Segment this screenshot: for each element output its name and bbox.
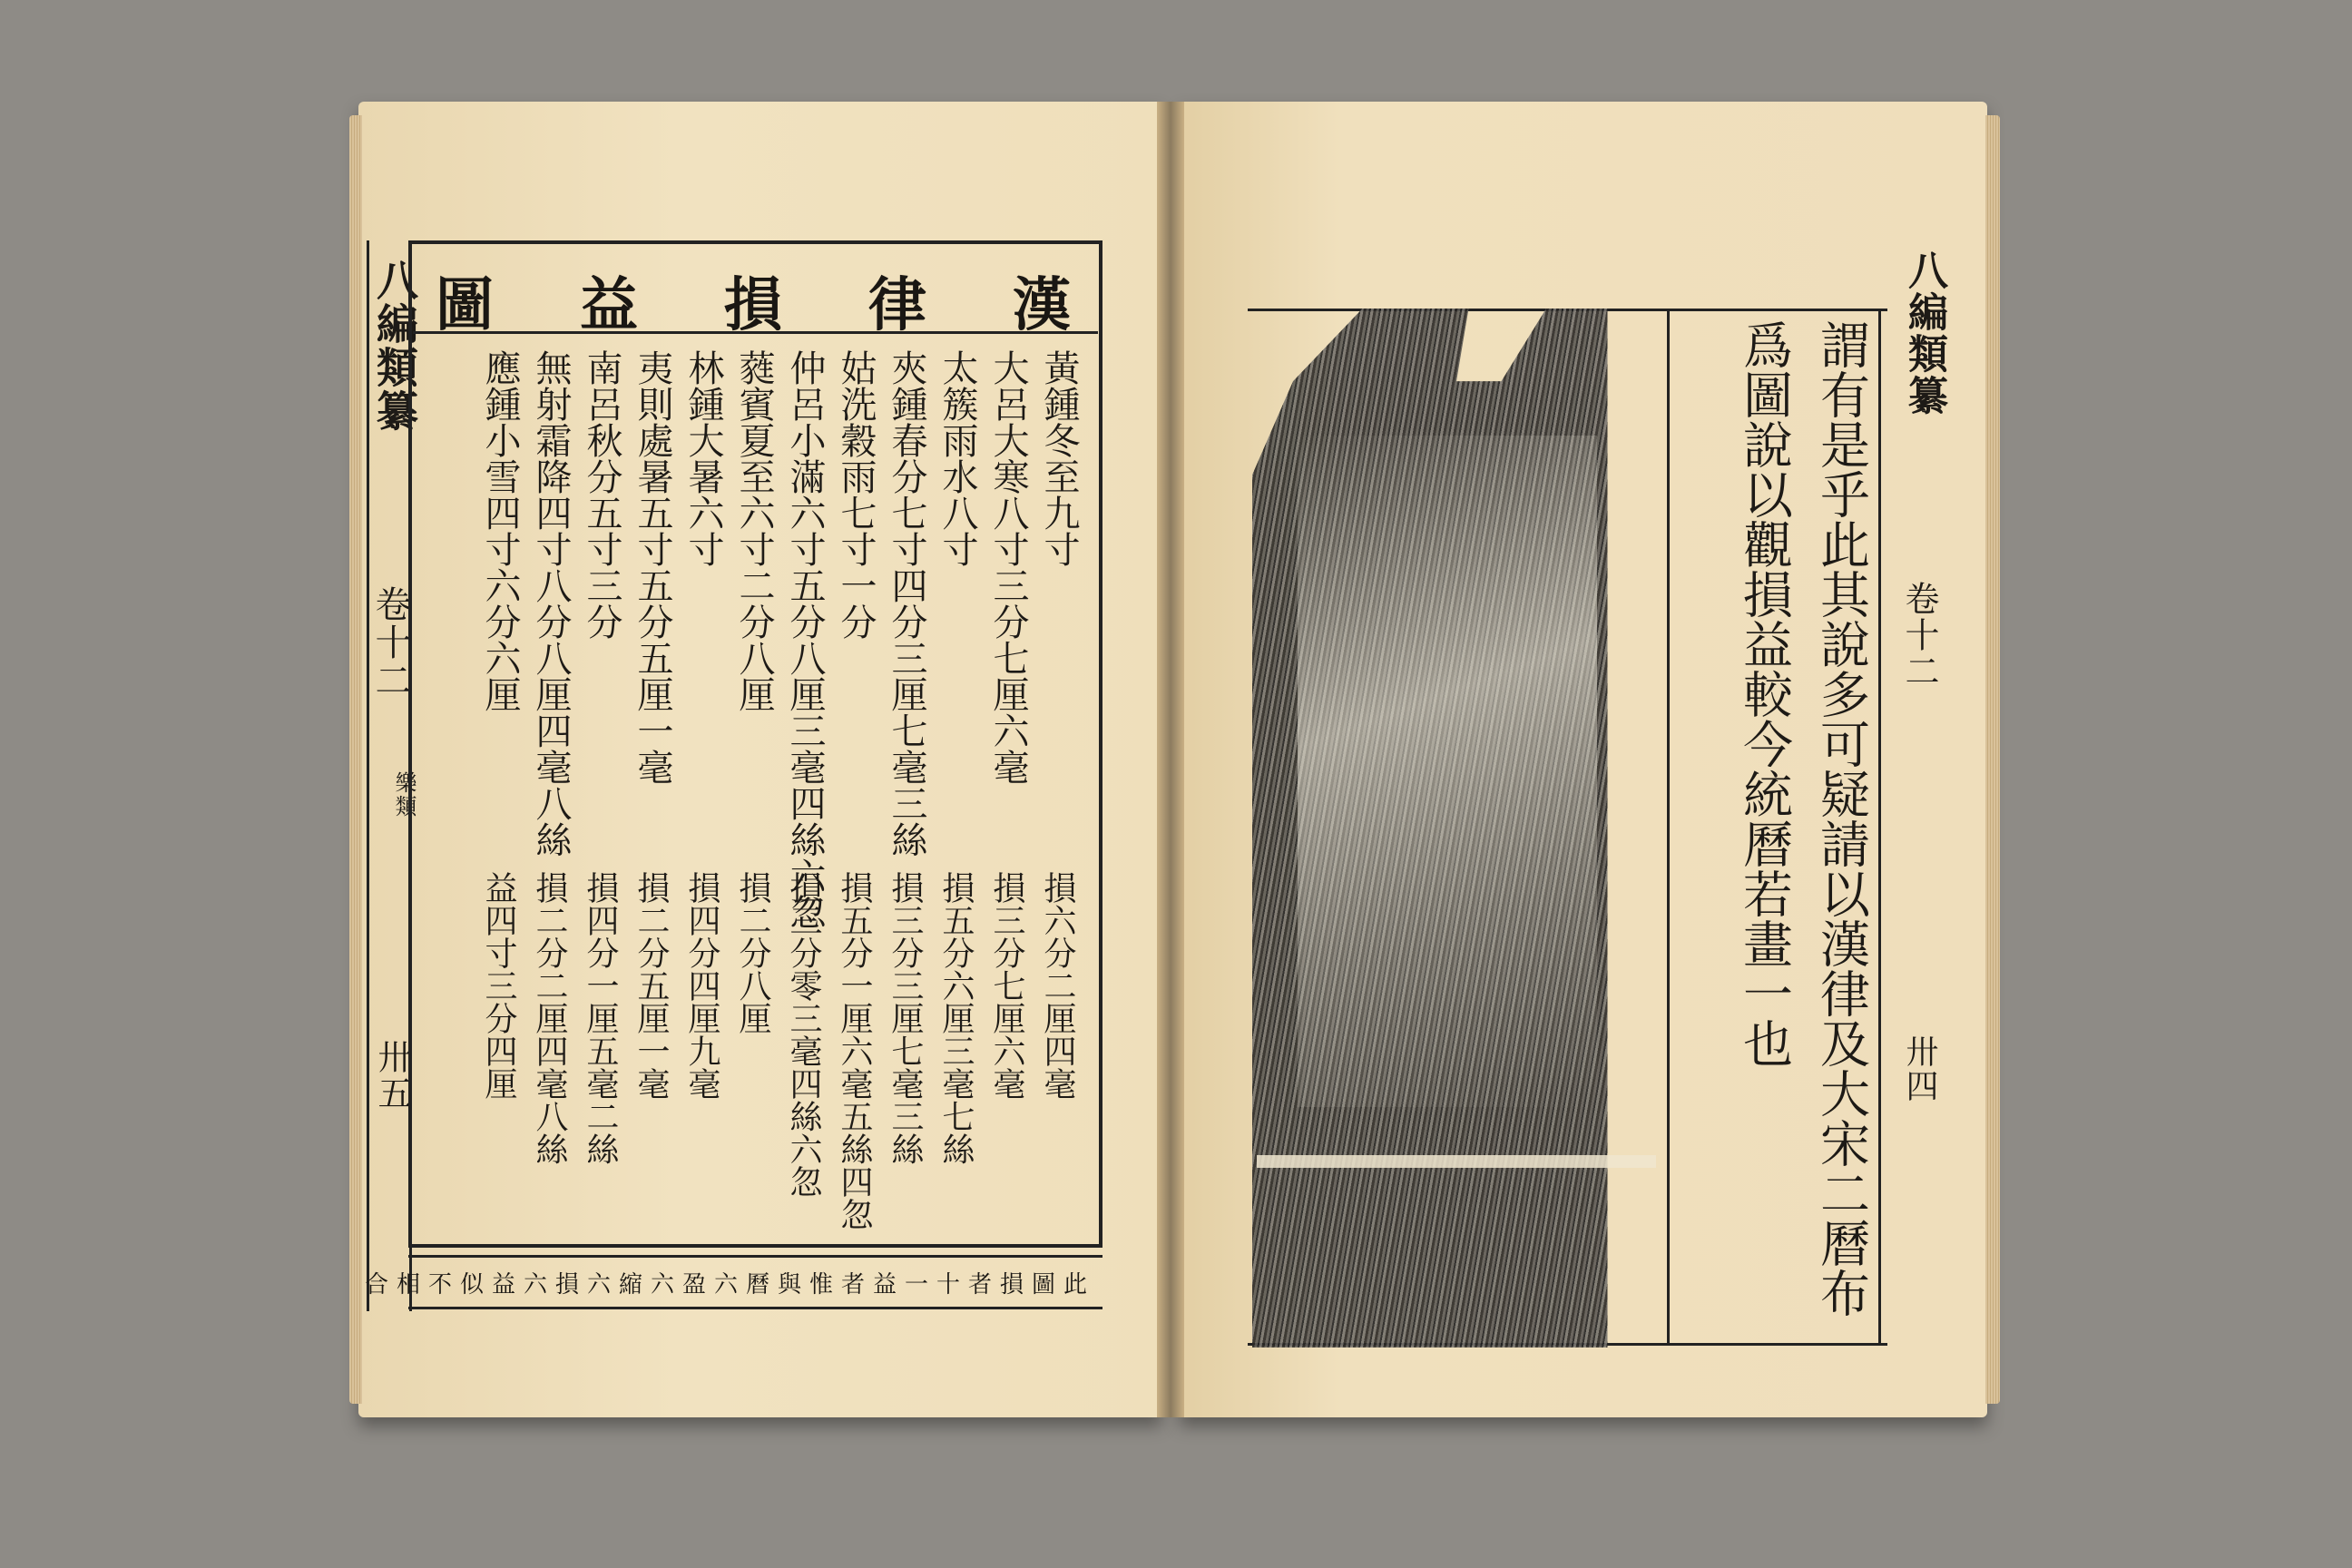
loss-gain-column: 損四分一厘五毫二絲	[582, 871, 619, 1165]
right-folio-number: 卅四	[1901, 1034, 1938, 1103]
rubbing-highlight	[1298, 436, 1597, 1107]
title-char: 圖	[436, 271, 494, 339]
left-folio-number: 卅五	[372, 1039, 412, 1112]
title-char: 益	[580, 271, 638, 339]
right-text-column-2: 爲圖說以觀損益較今統曆若畫一也	[1735, 319, 1793, 1068]
loss-gain-column: 損五分六厘三毫七絲	[937, 871, 975, 1165]
loss-gain-column: 損三分三厘七毫三絲	[887, 871, 924, 1165]
left-margin-label: 八編類纂	[370, 259, 419, 433]
book-gutter	[1157, 102, 1184, 1417]
loss-gain-column: 損五分一厘六毫五絲四忽	[836, 871, 873, 1230]
pipe-length-column: 蕤賓夏至六寸二分八厘	[733, 349, 775, 712]
loss-gain-column: 損二分五厘一毫	[632, 871, 670, 1100]
pipe-length-column: 林鍾大暑六寸	[682, 349, 724, 567]
chart-title	[436, 259, 1071, 339]
title-char: 漢	[1013, 271, 1071, 339]
pipe-length-column: 應鍾小雪四寸六分六厘	[479, 349, 521, 712]
pipe-length-column: 夷則處暑五寸五分五厘一毫	[632, 349, 673, 785]
pipe-length-column: 南呂秋分五寸三分	[581, 349, 622, 640]
pipe-length-column: 夾鍾春分七寸四分三厘七毫三絲	[886, 349, 927, 858]
loss-gain-column: 損二分二厘四毫八絲	[531, 871, 568, 1165]
pipe-length-column: 黃鍾冬至九寸	[1038, 349, 1080, 567]
title-char: 律	[868, 271, 926, 339]
pipe-length-column: 姑洗穀雨七寸一分	[835, 349, 877, 640]
title-char: 損	[724, 271, 782, 339]
rubbing-light-band	[1257, 1155, 1656, 1168]
pipe-length-column: 太簇雨水八寸	[936, 349, 978, 567]
pipe-length-column: 大呂大寒八寸三分七厘六毫	[987, 349, 1029, 785]
pipe-length-column: 無射霜降四寸八分八厘四毫八絲	[530, 349, 572, 858]
right-margin-volume: 卷十二	[1899, 581, 1939, 690]
right-margin-label: 八編類纂	[1901, 250, 1947, 416]
right-text-column-1: 謂有是乎此其說多可疑請以漢律及大宋二曆布	[1812, 319, 1870, 1318]
loss-gain-column: 損三分七厘六毫	[988, 871, 1025, 1100]
left-margin-category: 樂類	[391, 771, 416, 818]
left-page-edges	[349, 115, 362, 1404]
right-page-edges	[1985, 115, 2000, 1404]
loss-gain-column: 損三分零三毫四絲六忽	[785, 871, 822, 1198]
loss-gain-column: 損六分二厘四毫	[1039, 871, 1076, 1100]
left-margin-volume: 卷十二	[369, 585, 411, 700]
loss-gain-column: 損二分八厘	[734, 871, 771, 1034]
pipe-length-column: 仲呂小滿六寸五分八厘三毫四絲六忽	[784, 349, 826, 930]
loss-gain-column: 益四寸三分四厘	[480, 871, 517, 1100]
loss-gain-column: 損四分四厘九毫	[683, 871, 720, 1100]
chart-footer-note: 此圖損者十一益者惟與曆六盈六縮六損六益似不相合	[364, 1271, 1095, 1298]
